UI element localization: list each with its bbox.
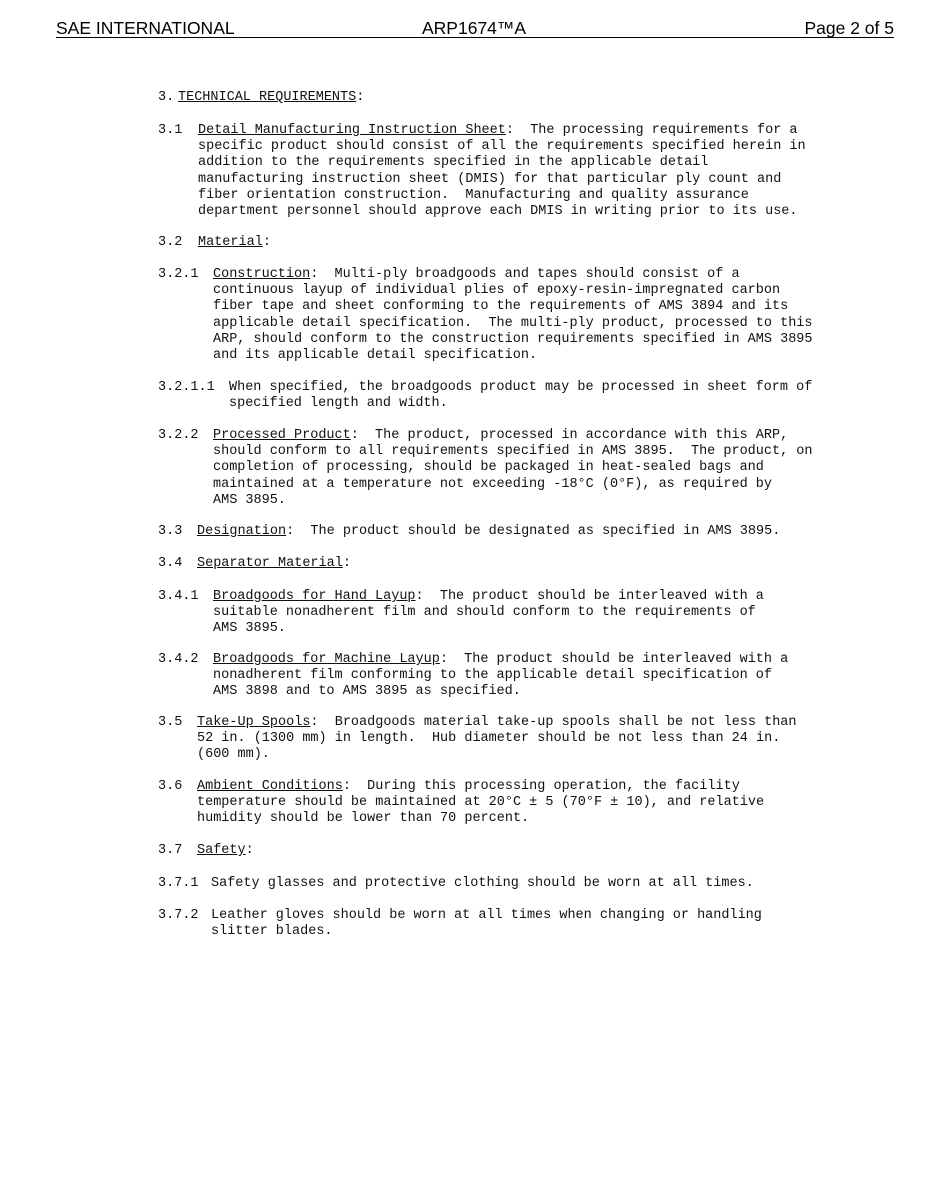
text-content: : The product, processed in accordance with this ARP, — [350, 428, 789, 443]
header-document-id: ARP1674™A — [422, 18, 527, 38]
text-line — [197, 779, 740, 795]
section-heading: Construction — [213, 267, 311, 282]
text-content: fiber tape and sheet conforming to the requirements of AMS 3894 and its — [213, 299, 789, 315]
text-line — [178, 90, 364, 106]
text-line — [213, 605, 756, 621]
section-heading: TECHNICAL REQUIREMENTS — [178, 90, 357, 105]
text-line — [213, 477, 772, 493]
text-content: completion of processing, should be packaged in heat-sealed bags and — [213, 460, 764, 476]
text-line — [198, 172, 781, 188]
text-content: : — [245, 843, 254, 858]
text-content: : The processing requirements for a — [505, 123, 798, 138]
text-line — [213, 348, 537, 364]
header-page-number: Page 2 of 5 — [804, 18, 894, 38]
text-content: Leather gloves should be worn at all times when changing or handling — [211, 908, 762, 923]
section-number: 3.2 — [158, 235, 183, 250]
section-heading: Broadgoods for Machine Layup — [213, 652, 440, 667]
text-content: manufacturing instruction sheet (DMIS) for that particular ply count and — [198, 171, 782, 187]
text-line — [198, 188, 749, 204]
text-content: (600 mm). — [197, 747, 270, 763]
text-content: and its applicable detail specification. — [213, 348, 538, 363]
text-content: humidity should be lower than 70 percent. — [197, 811, 530, 827]
section-heading: Material — [198, 235, 263, 250]
text-content: temperature should be maintained at 20°C ± 5 (70°F ± 10), and relative — [197, 795, 765, 811]
section-number: 3.2.1 — [158, 267, 199, 282]
text-content: : Multi-ply broadgoods and tapes should consist of a — [310, 267, 740, 282]
text-line — [213, 460, 764, 476]
text-content: : The product should be designated as specified in AMS 3895. — [286, 524, 781, 539]
text-line — [197, 715, 797, 731]
text-content: 52 in. (1300 mm) in length. Hub diameter should be not less than 24 in. — [197, 731, 781, 747]
section-number: 3.6 — [158, 779, 183, 794]
text-content: should conform to all requirements specified in AMS 3895. The product, on — [213, 444, 813, 460]
text-line — [213, 444, 813, 460]
text-content: continuous layup of individual plies of epoxy-resin-impregnated carbon — [213, 283, 781, 299]
section-heading: Separator Material — [197, 556, 343, 571]
text-content: AMS 3895. — [213, 621, 286, 637]
section-number: 3.3 — [158, 524, 183, 539]
text-line — [213, 652, 788, 668]
text-line — [198, 155, 708, 171]
text-content: maintained at a temperature not exceeding -18°C (0°F), as required by — [213, 476, 772, 492]
text-content: fiber orientation construction. Manufacturing and quality assurance — [198, 187, 749, 203]
text-line — [198, 139, 806, 155]
text-content: applicable detail specification. The multi-ply product, processed to this — [213, 315, 813, 331]
text-content: nonadherent film conforming to the applicable detail specification of — [213, 668, 772, 684]
text-content: : — [342, 556, 351, 571]
text-line — [197, 524, 780, 540]
text-content: suitable nonadherent film and should conform to the requirements of — [213, 605, 756, 621]
text-line — [213, 299, 788, 315]
text-content: : — [262, 235, 271, 250]
section-heading: Safety — [197, 843, 246, 858]
section-heading: Ambient Conditions — [197, 779, 343, 794]
text-content: : The product should be interleaved with a — [415, 589, 764, 604]
section-number: 3.1 — [158, 123, 183, 138]
text-content: AMS 3898 and to AMS 3895 as specified. — [213, 684, 521, 700]
section-number: 3.7 — [158, 843, 183, 858]
header-rule — [56, 37, 894, 38]
text-line — [213, 332, 813, 348]
text-line — [211, 876, 754, 892]
text-line — [229, 396, 448, 412]
text-content: AMS 3895. — [213, 492, 286, 508]
text-line — [197, 795, 764, 811]
text-line — [213, 493, 286, 509]
text-line — [197, 556, 351, 572]
text-content: : Broadgoods material take-up spools shall be not less than — [310, 715, 797, 730]
text-content: ARP, should conform to the construction requirements specified in AMS 3895 — [213, 331, 813, 347]
text-content: department personnel should approve each DMIS in writing prior to its use. — [198, 204, 798, 219]
text-line — [198, 123, 798, 139]
section-heading: Take-Up Spools — [197, 715, 311, 730]
section-number: 3.2.2 — [158, 428, 199, 443]
section-number: 3.2.1.1 — [158, 380, 215, 395]
text-content: addition to the requirements specified in the applicable detail — [198, 155, 709, 171]
section-heading: Broadgoods for Hand Layup — [213, 589, 416, 604]
text-line — [213, 428, 788, 444]
text-content: : The product should be interleaved with a — [439, 652, 789, 667]
text-line — [211, 924, 333, 940]
section-number: 3.4.1 — [158, 589, 199, 604]
section-heading: Designation — [197, 524, 287, 539]
section-number: 3.7.1 — [158, 876, 199, 891]
text-line — [197, 731, 780, 747]
section-number: 3. — [158, 90, 175, 105]
section-number: 3.7.2 — [158, 908, 199, 923]
text-line — [197, 811, 529, 827]
section-heading: Detail Manufacturing Instruction Sheet — [198, 123, 506, 138]
text-line — [198, 235, 271, 251]
section-number: 3.4 — [158, 556, 183, 571]
text-content: : — [356, 90, 365, 105]
text-line — [213, 283, 780, 299]
text-line — [213, 316, 813, 332]
text-line — [213, 589, 764, 605]
header-organization: SAE INTERNATIONAL — [56, 18, 235, 38]
text-line — [197, 843, 254, 859]
section-number: 3.4.2 — [158, 652, 199, 667]
text-line — [198, 204, 798, 220]
text-content: specific product should consist of all the requirements specified herein in — [198, 139, 806, 155]
text-content: slitter blades. — [211, 924, 333, 940]
section-number: 3.5 — [158, 715, 183, 730]
section-heading: Processed Product — [213, 428, 351, 443]
text-line — [213, 684, 521, 700]
text-line — [211, 908, 762, 924]
text-content: : During this processing operation, the facility — [342, 779, 740, 794]
text-content: specified length and width. — [229, 396, 448, 412]
text-line — [229, 380, 812, 396]
text-content: When specified, the broadgoods product may be processed in sheet form of — [229, 380, 813, 395]
text-line — [213, 621, 286, 637]
text-line — [213, 267, 740, 283]
text-line — [197, 747, 270, 763]
text-line — [213, 668, 772, 684]
text-content: Safety glasses and protective clothing should be worn at all times. — [211, 876, 754, 891]
